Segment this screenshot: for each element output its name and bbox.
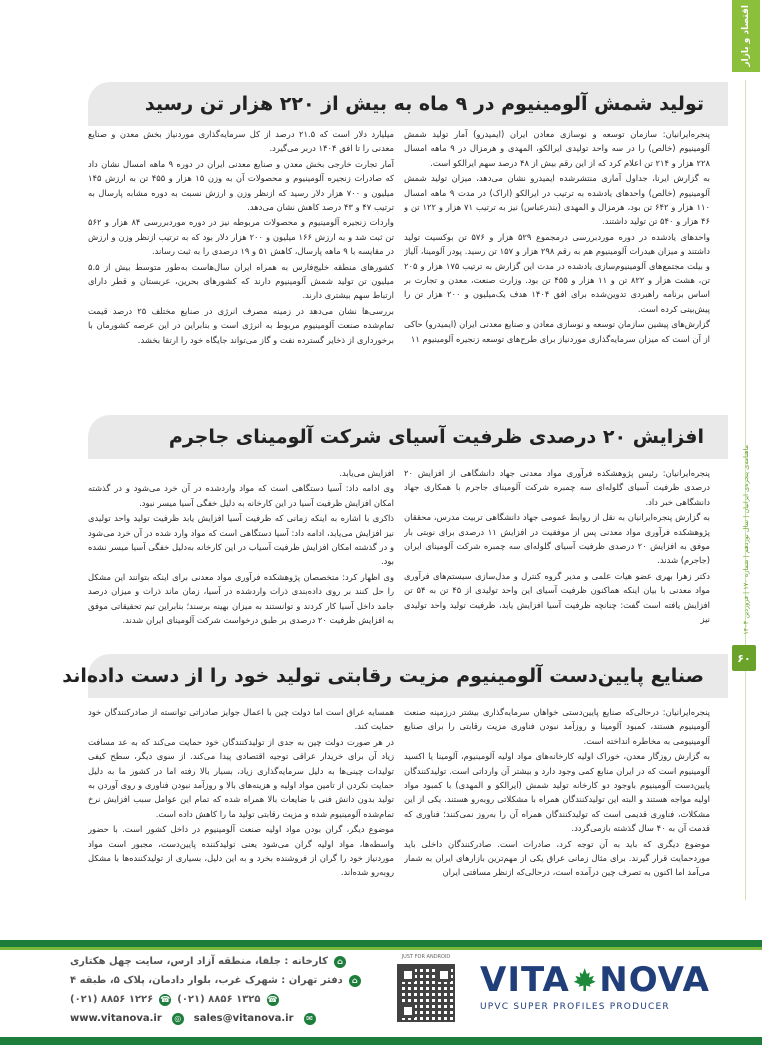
section1-right-column bbox=[404, 127, 710, 407]
article-paragraph: پنجره‌ایرانیان: رئیس پژوهشکده فرآوری مواد معدنی جهاد دانشگاهی از افزایش ۲۰ درصدی ظرفیت آسیای گلوله‌ای سه چمبره شرکت آلومینای جاجرم با همکاری جهاد دانشگاهی خبر داد. bbox=[404, 468, 710, 507]
factory-address-text: کارخانه : جلفا، منطقه آزاد ارس، سایت چهل هکتاری bbox=[70, 956, 328, 967]
section-tab bbox=[732, 0, 760, 72]
section2-right-column bbox=[404, 466, 710, 638]
maple-leaf-icon bbox=[572, 965, 597, 995]
article-paragraph: آمار تجارت خارجی بخش معدن و صنایع معدنی ایران در دوره ۹ ماهه امسال نشان داد که صادرات زنجیره آلومینیوم و محصولات آن به وزن ۱۵ هزار و ۴۵۵ تن به ارزش ۱۴۵ میلیون و ۷۰۰ هزار دلار رسید که ازنظر وزن و ارزش نسبت به دوره مشابه پارسال به ترتیب ۴۷ و ۴۳ درصد کاهش نشان می‌دهد. bbox=[88, 158, 394, 213]
section1-left-column bbox=[88, 127, 394, 407]
brand-tagline: UPVC SUPER PROFILES PRODUCER bbox=[480, 1002, 670, 1012]
phone-icon: ☎ bbox=[160, 995, 171, 1004]
article-paragraph: ذاکری با اشاره به اینکه زمانی که ظرفیت آسیا افزایش یابد ظرفیت تولید واحد تولیدی نیز افزایش می‌یابد، ادامه داد: آسیا دستگاهی است که مواد وارد شده در آن خرد می‌شود و در گذشته امکان افزایش ظرفیت آسیاب در این کارخانه به‌دلیل خفگی آسیا میسر نشده بود. bbox=[88, 513, 394, 567]
issue-info-label: ماهنامه‌ی پنجره‌ی ایرانیان | سال نوزدهم | شماره ۱۷۰ | فروردین ۱۴۰۳ bbox=[742, 445, 750, 635]
article-paragraph: پنجره‌ایرانیان: درحالی‌که صنایع پایین‌دستی خواهان سرمایه‌گذاری بیشتر درزمینه صنعت آلومینیوم هستند، کمبود آلومینا و روزآمد نبودن فناوری مزیت رقابتی را برای صنایع آلومینیومی به مخاطره انداخته است. bbox=[404, 707, 710, 746]
article-paragraph: دکتر زهرا بهری عضو هیات علمی و مدیر گروه کنترل و مدل‌سازی سیستم‌های فرآوری مواد معدنی با بیان اینکه هماکنون ظرفیت آسیای این واحد تولیدی از ۴۵ تن به ۵۴ تن افزایش یافته است گفت: چنانچه ظرفیت آسیا افزایش یابد، ظرفیت تولید واحد تولیدی نیز bbox=[404, 570, 710, 625]
article-paragraph: همسایه عراق است اما دولت چین با اعمال جوایز صادراتی توانسته از صادرکنندگان خود حمایت کند. bbox=[88, 707, 394, 732]
article-paragraph: در هر صورت دولت چین به جدی از تولیدکنندگان خود حمایت می‌کند که به عد مسافت زیاد آن برای خریدار عراقی توجیه اقتصادی پیدا می‌کند. از سوی دیگر، سطح کیفی تولیدات چینی‌ها به دلیل سرمایه‌گذاری زیاد، بسیار بالا رفته اما در کشور ما به دلیل حمایت نکردن از تامین مواد اولیه و هزینه‌های بالا و روزآمد نبودن فناوری و روی آوردن به تولید بدون دانش فنی با ضایعات بالا همراه شده که تمام این عوامل سبب افزایش نرخ تمام‌شده آلومینیوم شده و مزیت رقابتی تولید ما را کاهش داده است. bbox=[88, 736, 394, 819]
phone-row bbox=[70, 990, 388, 1009]
web-row bbox=[70, 1009, 388, 1028]
section2-heading bbox=[88, 415, 720, 459]
email-link[interactable]: sales@vitanova.ir bbox=[193, 1013, 294, 1024]
contact-block bbox=[70, 952, 388, 1036]
article-paragraph: پنجره‌ایرانیان: سازمان توسعه و نوسازی معادن ایران (ایمیدرو) آمار تولید شمش آلومینیوم (خالص) را در سه واحد تولیدی ایرالکو، المهدی و هرمزال در ۹ ماهه امسال ۲۲۸ هزار و ۲۱۴ تن اعلام کرد که از این رقم بیش از ۴۸ درصد سهم ایرالکو است. bbox=[404, 129, 710, 168]
office-address-text: دفتر تهران : شهرک غرب، بلوار دادمان، پلاک ۵، طبقه ۴ bbox=[70, 975, 343, 986]
footer-stripe bbox=[0, 947, 762, 950]
issue-info bbox=[732, 440, 760, 640]
qr-finder bbox=[437, 968, 451, 982]
article-paragraph: بررسی‌ها نشان می‌دهد در زمینه مصرف انرژی در صنایع مختلف ۲۵ درصد قیمت تمام‌شده صنعت آلومینیوم مربوط به انرژی است و بنابراین در این عرصه کشورمان با برخورداری از ذخایر گسترده نفت و گاز می‌تواند جایگاه خود را ارتقا بخشد. bbox=[88, 305, 394, 345]
page-number: ۶۰ bbox=[732, 645, 756, 671]
email-icon: ✉ bbox=[304, 1013, 316, 1025]
brand-logo bbox=[480, 960, 710, 1038]
phone-icon: ☎ bbox=[267, 995, 278, 1004]
globe-icon: ◎ bbox=[172, 1013, 184, 1025]
qr-finder bbox=[401, 968, 415, 982]
office-address bbox=[70, 971, 388, 990]
footer-stripe bbox=[0, 940, 762, 947]
section2-title: افزایش ۲۰ درصدی ظرفیت آسیای شرکت آلومینای جاجرم bbox=[168, 426, 704, 448]
brand-name-left: VITA bbox=[480, 960, 570, 1000]
qr-code[interactable] bbox=[397, 964, 455, 1022]
article-paragraph: به گزارش ایرنا، جداول آماری منتشرشده ایمیدرو نشان می‌دهد، میزان تولید شمش آلومینیوم (خالص) واحدهای یادشده به ترتیب در ایرالکو (اراک) در مدت ۹ ماهه امسال ۱۱۰ هزار و ۶۴۲ تن بود، هرمزال و المهدی (بندرعباس) نیز به ترتیب ۷۱ هزار و ۱۲۲ تن و ۴۶ هزار و ۵۴۰ تن تولید داشتند. bbox=[404, 173, 710, 227]
brand-name-right: NOVA bbox=[599, 960, 710, 1000]
section3-left-column bbox=[88, 705, 394, 937]
article-paragraph: کشورهای منطقه خلیج‌فارس به همراه ایران سال‌هاست به‌طور متوسط بیش از ۵.۵ میلیون تن تولید شمش آلومینیوم دارند که کشورهای بحرین، عربستان و قطر دارای ارتباط سهم بیشتری دارند. bbox=[88, 261, 394, 301]
footer-advertisement bbox=[0, 940, 762, 1045]
right-rail bbox=[724, 0, 762, 1045]
factory-address bbox=[70, 952, 388, 971]
section3-right-column bbox=[404, 705, 710, 937]
section1-title: تولید شمش آلومینیوم در ۹ ماه به بیش از ۲۲۰ هزار تن رسید bbox=[144, 93, 704, 115]
section1-heading bbox=[88, 82, 720, 126]
phone-number[interactable]: (۰۲۱) ۸۸۵۶ ۱۲۲۶ bbox=[70, 994, 154, 1005]
article-paragraph: وی ادامه داد: آسیا دستگاهی است که مواد واردشده در آن خرد می‌شود و در گذشته امکان افزایش ظرفیت آسیا در این کارخانه به دلیل خفگی آسیا میسر نبود. bbox=[88, 483, 394, 508]
article-paragraph: واردات زنجیره آلومینیوم و محصولات مربوطه نیز در دوره موردبررسی ۸۴ هزار و ۵۶۲ تن ثبت شد و به ارزش ۱۶۶ میلیون و ۲۰۰ هزار دلار بود که به ترتیب ازنظر وزن و ارزش در مقایسه با ۹ ماهه پارسال، کاهش ۵۱ و ۱۹ درصدی را به ثبت رساند. bbox=[88, 217, 394, 257]
article-paragraph: میلیارد دلار است که ۲۱.۵ درصد از کل سرمایه‌گذاری موردنیاز بخش معدن و صنایع معدنی را تا افق ۱۴۰۴ دربر می‌گیرد. bbox=[88, 129, 394, 154]
article-paragraph: به گزارش پنجره‌ایرانیان به نقل از روابط عمومی جهاد دانشگاهی تربیت مدرس، محققان پژوهشکده فرآوری مواد معدنی پس از موفقیت در افزایش ۱۱ درصدی برای نوبتی بار موفق به افزایش ۲۰ درصدی ظرفیت آسیای گلوله‌ای سه چمبره شرکت آلومینای ایران (جاجرم) شدند. bbox=[404, 512, 710, 566]
section2-left-column bbox=[88, 466, 394, 638]
footer-stripe bbox=[0, 1037, 762, 1045]
section3-title: صنایع پایین‌دست آلومینیوم مزیت رقابتی تولید خود را از دست داده‌اند bbox=[62, 665, 704, 687]
article-paragraph: گزارش‌های پیشین سازمان توسعه و نوسازی معادن و صنایع معدنی ایران (ایمیدرو) حاکی از آن است که میزان سرمایه‌گذاری موردنیاز برای طرح‌های توسعه زنجیره آلومینیوم ۱۱ bbox=[404, 319, 710, 344]
factory-icon: ⌂ bbox=[334, 956, 346, 968]
article-paragraph: افزایش می‌یابد. bbox=[339, 468, 394, 478]
website-link[interactable]: www.vitanova.ir bbox=[70, 1013, 162, 1024]
article-paragraph: به گزارش روزگار معدن، خوراک اولیه کارخانه‌های مواد اولیه آلومینیوم، آلومینا یا اکسید آلومینیوم است که در ایران منابع کمی وجود دارد و بیشتر آن وارداتی است. تولیدکنندگان پایین‌دست آلومینیوم باوجود دو کارخانه تولید شمش (ایرالکو و المهدی) با کمبود مواد اولیه مواجه هستند و البته این تولیدکنندگان همراه با مشکلاتی روبه‌رو هستند. یکی از این مشکلات، فناوری قدیمی است که تولیدکنندگان همراه آن را به‌روز نمی‌کنند؛ فناوری که قدمت آن به ۴۰ سال گذشته بازمی‌گردد. bbox=[404, 751, 710, 834]
article-paragraph: وی اظهار کرد: متخصصان پژوهشکده فرآوری مواد معدنی برای اینکه بتوانند این مشکل را حل کنند بر روی داده‌بندی ذرات واردشده در آسیا، زمان ماند ذرات و میزان درصد جامد داخل آسیا کار کردند و توانستند به میزان بهینه برسند؛ بنابراین تیم تحقیقاتی موفق به افزایش ظرفیت ۲۰ درصدی بر طبق درخواست شرکت آلومینای ایران شدند. bbox=[88, 571, 394, 626]
phone-number[interactable]: (۰۲۱) ۸۸۵۶ ۱۳۲۵ bbox=[177, 994, 261, 1005]
qr-finder bbox=[401, 1004, 415, 1018]
qr-code-block bbox=[396, 954, 456, 1034]
brand-wordmark bbox=[480, 960, 710, 1000]
section3-heading bbox=[62, 654, 720, 698]
article-paragraph: واحدهای یادشده در دوره موردبررسی درمجموع ۵۲۹ هزار و ۵۷۶ تن بوکسیت تولید داشتند و میزان هیدرات آلومینیوم هم به رقم ۲۹۸ هزار و ۱۵۷ تن رسید. پودر آلومینا، آلیاژ و بیلت مجتمع‌های آلومینیوم‌سازی یادشده در مدت این گزارش به ترتیب ۱۷۵ هزار و ۲۰۵ تن، هشت هزار و ۸۲۲ تن و ۱۱ هزار و ۴۵۵ تن بود. وزارت صنعت، معدن و تجارت بر اساس برنامه راهبردی تدوین‌شده برای افق ۱۴۰۴ هدف یک‌میلیون و ۲۰۰ هزار تن را پیش‌بینی کرده است. bbox=[404, 231, 710, 314]
article-paragraph: موضوع دیگر، گران بودن مواد اولیه صنعت آلومینیوم در داخل کشور است. با حضور واسطه‌ها، مواد اولیه گران می‌شود یعنی تولیدکننده پایین‌دست، مجبور است مواد موردنیاز خود را گران از فروشنده بخرد و به این دلیل، بسیاری از تولیدکننده‌ها با مشکل روبه‌رو شده‌اند. bbox=[88, 824, 394, 878]
article-paragraph: موضوع دیگری که باید به آن توجه کرد، صادرات است. صادرکنندگان داخلی باید موردحمایت قرار گیرند. برای مثال زمانی عراق یکی از مهم‌ترین بازارهای ایران به شمار می‌آمد اما اکنون به تصرف چین درآمده است، درحالی‌که ازنظر مسافتی ایران bbox=[404, 838, 710, 878]
office-icon: ⌂ bbox=[349, 975, 361, 987]
qr-label: JUST FOR ANDROID bbox=[401, 954, 451, 960]
section-tab-label: اقتصاد و بازار bbox=[741, 5, 751, 67]
